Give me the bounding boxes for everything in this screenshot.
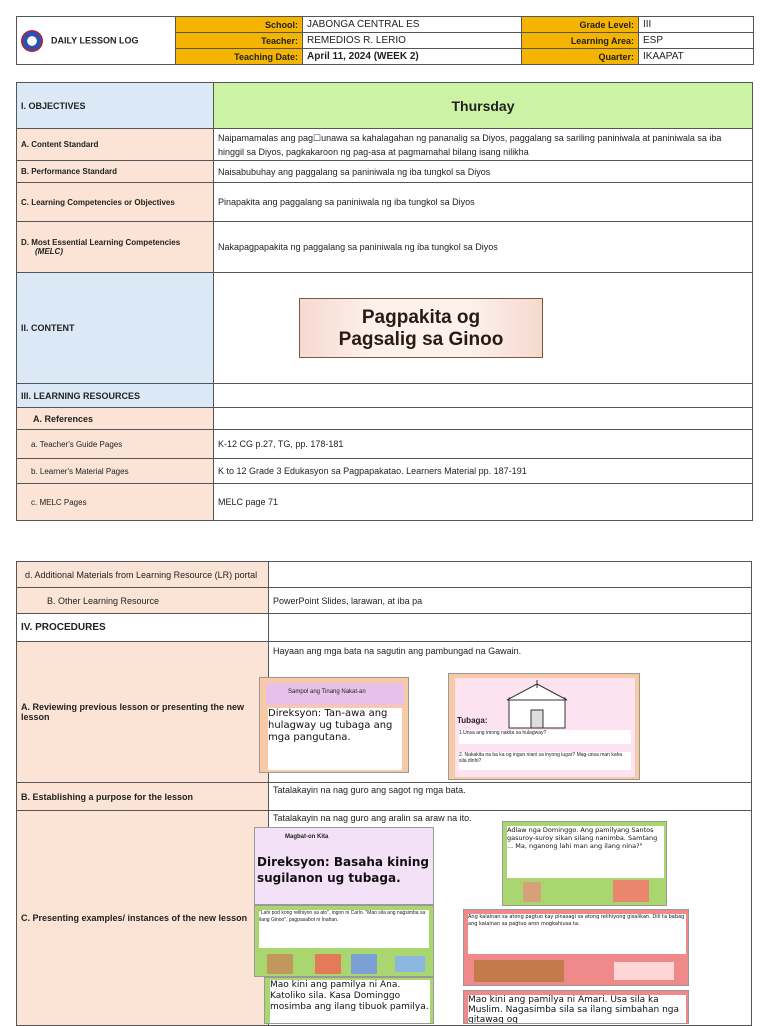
church-drawing-icon <box>497 680 597 730</box>
slide-3-title: Magbat-on Kita <box>285 834 329 840</box>
slide-2-question-1: 1.Unsa ang imong nakita sa hulagway? <box>459 730 631 744</box>
procedure-c-text: Tatalakayin na nag guro ang aralin sa araw na ito. <box>269 811 752 1026</box>
objectives-heading: I. OBJECTIVES <box>17 83 214 129</box>
procedure-c-label: C. Presenting examples/ instances of the new lesson <box>17 811 269 1026</box>
competency-label: C. Learning Competencies or Objectives <box>17 183 214 222</box>
slide-4-body: "Lahi pod kong relihiyon sa ato", ingon ni Carlo. "Mao sila ang nagsimba sa ilang Ginoo", pagpasabot ni Inahan. <box>259 910 429 948</box>
slide-1-title: Sampol ang Tinang Nakat-an <box>288 689 366 695</box>
performance-standard-label: B. Performance Standard <box>17 161 214 183</box>
lesson-slide-3 <box>264 977 434 1024</box>
slide-1-body: Direksyon: Tan-awa ang hulagway ug tubaga ang mga pangutana. <box>268 708 402 770</box>
teacher-value: REMEDIOS R. LERIO <box>303 33 522 49</box>
lesson-slide-5 <box>463 909 689 986</box>
content-heading: II. CONTENT <box>17 273 214 384</box>
lm-label: b. Learner's Material Pages <box>17 459 214 484</box>
quarter-label: Quarter: <box>522 49 639 65</box>
house-icon <box>267 954 293 974</box>
mosque-icon <box>395 956 425 972</box>
procedure-b-label: B. Establishing a purpose for the lesson <box>17 783 269 811</box>
melc-text: Nakapagpapakita ng paggalang sa paniniwala ng iba tungkol sa Diyos <box>214 222 753 273</box>
references-empty-cell <box>214 408 753 430</box>
review-slide-2 <box>448 673 640 780</box>
content-standard-text: Naipamamalas ang pag☐unawa sa kahalagahan ng pananalig sa Diyos, paggalang sa sariling paniniwala at paniniwala sa iba hinggil sa Diyos, pagkakaroon ng pag-asa at pagmamahal bilang isang nilikha <box>214 129 753 161</box>
slide-2-label: Tubaga: <box>457 716 488 725</box>
lesson-slide-2 <box>254 905 434 977</box>
banner-line-2: Pagsalig sa Ginoo <box>338 329 504 350</box>
slide-1-header <box>266 683 404 705</box>
header-logo-cell <box>17 17 176 65</box>
melc-pages-label: c. MELC Pages <box>17 484 214 521</box>
mosque-scene-icon <box>614 962 674 980</box>
slide-7-body: Ang kalainan sa atong pagtuo kay pinasagi sa atong relihiyong gisalikan. Dili ta babag ang kalainan sa pagtuo aron mogkahiusa ta. <box>468 914 686 954</box>
slide-6-body: Adlaw nga Dominggo. Ang pamilyang Santos gasuroy-suroy sikan silang nanimba. Samtang ... Ma, nganong lahi man ang ilang nina?" <box>507 826 664 878</box>
lm-text: K to 12 Grade 3 Edukasyon sa Pagpapakatao. Learners Material pp. 187-191 <box>214 459 753 484</box>
other-resource-text: PowerPoint Slides, larawan, at iba pa <box>269 588 752 614</box>
competency-text: Pinapakita ang paggalang sa paniniwala ng iba tungkol sa Diyos <box>214 183 753 222</box>
lesson-slide-1 <box>254 827 434 905</box>
quarter-value: IKAAPAT <box>639 49 754 65</box>
tg-text: K-12 CG p.27, TG, pp. 178-181 <box>214 430 753 459</box>
slide-5-body: Mao kini ang pamilya ni Ana. Katoliko sila. Kasa Dominggo mosimba ang ilang tibuok pamilya. <box>270 980 430 1024</box>
date-label: Teaching Date: <box>176 49 303 65</box>
area-value: ESP <box>639 33 754 49</box>
resources-empty-cell <box>214 384 753 408</box>
deped-seal-icon <box>21 30 43 52</box>
melc-label <box>17 222 214 273</box>
grade-value: III <box>639 17 754 33</box>
procedures-empty-cell <box>269 614 752 642</box>
school-label: School: <box>176 17 303 33</box>
slide-2-question-2: 2. Nakakita na ba ka og ingun niani sa inyong lugar? Mag-unsa man kaha sila dinhi? <box>459 752 631 770</box>
lesson-slide-4 <box>502 821 667 906</box>
slide-2-inner <box>455 678 635 777</box>
lesson-slide-6 <box>463 990 689 1024</box>
additional-materials-label: d. Additional Materials from Learning Resource (LR) portal <box>17 562 269 588</box>
tg-label: a. Teacher's Guide Pages <box>17 430 214 459</box>
school-value: JABONGA CENTRAL ES <box>303 17 522 33</box>
other-resource-label: B. Other Learning Resource <box>17 588 269 614</box>
day-heading: Thursday <box>214 83 753 129</box>
people-icon <box>351 954 377 974</box>
procedures-heading: IV. PROCEDURES <box>17 614 269 642</box>
slide-8-body: Mao kini ang pamilya ni Amari. Usa sila ka Muslim. Nagasimba sila sa ilang simbahan nga gitawag og <box>468 995 686 1024</box>
content-title-banner <box>299 298 543 358</box>
resources-heading: III. LEARNING RESOURCES <box>17 384 214 408</box>
slide-3-body: Direksyon: Basaha kining sugilanon ug tubaga. <box>257 855 430 885</box>
page-title: DAILY LESSON LOG <box>51 34 139 45</box>
melc-sub-label: (MELC) <box>35 247 63 256</box>
melc-pages-text: MELC page 71 <box>214 484 753 521</box>
content-standard-label: A. Content Standard <box>17 129 214 161</box>
grade-label: Grade Level: <box>522 17 639 33</box>
review-slide-1 <box>259 677 409 773</box>
procedure-a-label: A. Reviewing previous lesson or presenting the new lesson <box>17 642 269 783</box>
kids-icon <box>523 882 541 902</box>
family-group-icon <box>613 880 649 902</box>
procedure-a-text: Hayaan ang mga bata na sagutin ang pambungad na Gawain. <box>269 642 752 783</box>
header-table <box>16 16 754 65</box>
church-scene-icon <box>474 960 564 982</box>
teacher-label: Teacher: <box>176 33 303 49</box>
family-icon <box>315 954 341 974</box>
area-label: Learning Area: <box>522 33 639 49</box>
banner-line-1: Pagpakita og <box>361 307 481 328</box>
procedure-b-text: Tatalakayin na nag guro ang sagot ng mga bata. <box>269 783 752 811</box>
references-label: A. References <box>17 408 214 430</box>
additional-materials-cell <box>269 562 752 588</box>
date-value: April 11, 2024 (WEEK 2) <box>303 49 522 65</box>
melc-label-text: D. Most Essential Learning Competencies <box>21 238 181 247</box>
performance-standard-text: Naisabubuhay ang paggalang sa paniniwala ng iba tungkol sa Diyos <box>214 161 753 183</box>
